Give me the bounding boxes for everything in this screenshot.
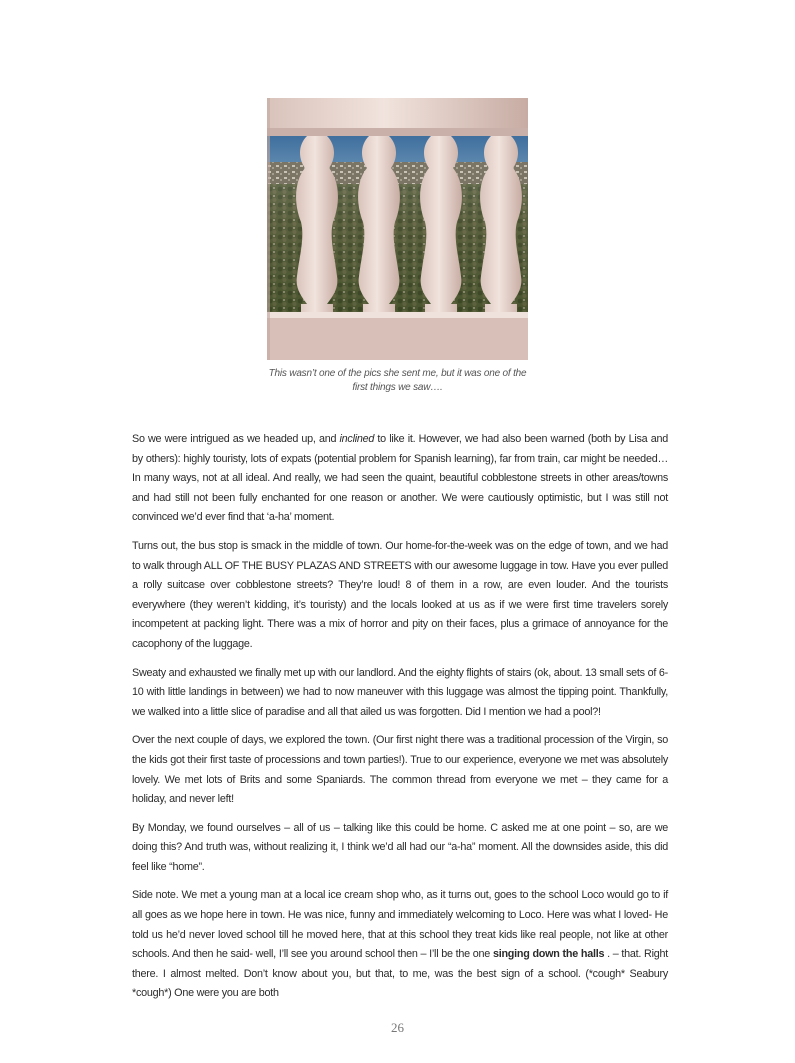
paragraph: So we were intrigued as we headed up, and inclined to like it. However, we had also been warned (both by Lisa and by others): highly touristy, lots of expats (potential problem for Spanish learning), far from train, car might be needed… In many ways, not at all ideal. And really, we had seen the quaint, beautiful cobblestone streets in other areas/towns and had still not been fully enchanted for one reason or another. We were cautiously optimistic, but I was still not convinced we’d ever find that ‘a-ha’ moment. — [132, 433, 668, 524]
emphasis-inclined: inclined — [339, 433, 375, 445]
paragraph: Sweaty and exhausted we finally met up with our landlord. And the eighty flights of stairs (ok, about. 13 small sets of 6-10 with little landings in between) we had to now maneuver with this luggage was almost the tipping point. Thankfully, we walked into a little slice of paradise and all that ailed us was forgotten. Did I mention we had a pool?! — [132, 666, 668, 718]
article-body — [132, 430, 668, 1013]
figure-caption: This wasn’t one of the pics she sent me, but it was one of the first things we saw…. — [268, 368, 527, 393]
paragraph: Side note. We met a young man at a local ice cream shop who, as it turns out, goes to the school Loco would go to if all goes as we hope here in town. He was nice, funny and immediately welcoming to Loco. Here was what I loved- He told us he’d never loved school till he moved here, that at this school they treat kids like real people, not like at other schools. And then he said- well, I’ll see you around school then – I’ll be the one singing down the halls . – that. Right there. I almost melted. Don’t know about you, but that, to me, was the best sign of a school. (*cough* Seabury *cough*) One were you are both — [132, 889, 668, 1000]
balustrade-photo — [267, 98, 528, 360]
paragraph: Over the next couple of days, we explored the town. (Our first night there was a traditional procession of the Virgin, so the kids got their first taste of processions and town parties!). True to our experience, everyone we met was absolutely lovely. We met lots of Brits and some Spaniards. The common thread from everyone we met – they came for a holiday, and never left! — [132, 734, 668, 806]
paragraph: Turns out, the bus stop is smack in the middle of town. Our home-for-the-week was on the edge of town, and we had to walk through ALL OF THE BUSY PLAZAS AND STREETS with our awesome luggage in tow. Have you ever pulled a rolly suitcase over cobblestone streets? They’re loud! 8 of them in a row, are even louder. And the tourists everywhere (they weren’t kidding, it’s touristy) and the locals looked at us as if we were first time travelers sorely incompetent at packing light. There was a mix of horror and pity on their faces, plus a grimace of annoyance for the cacophony of the luggage. — [132, 539, 668, 650]
page-number: 26 — [391, 1020, 404, 1035]
paragraph: By Monday, we found ourselves – all of us – talking like this could be home. C asked me at one point – so, are we doing this? And truth was, without realizing it, I think we’d all had our “a-ha” moment. All the downsides aside, this did feel like “home”. — [132, 821, 668, 873]
emphasis-singing: singing down the halls — [492, 948, 605, 961]
